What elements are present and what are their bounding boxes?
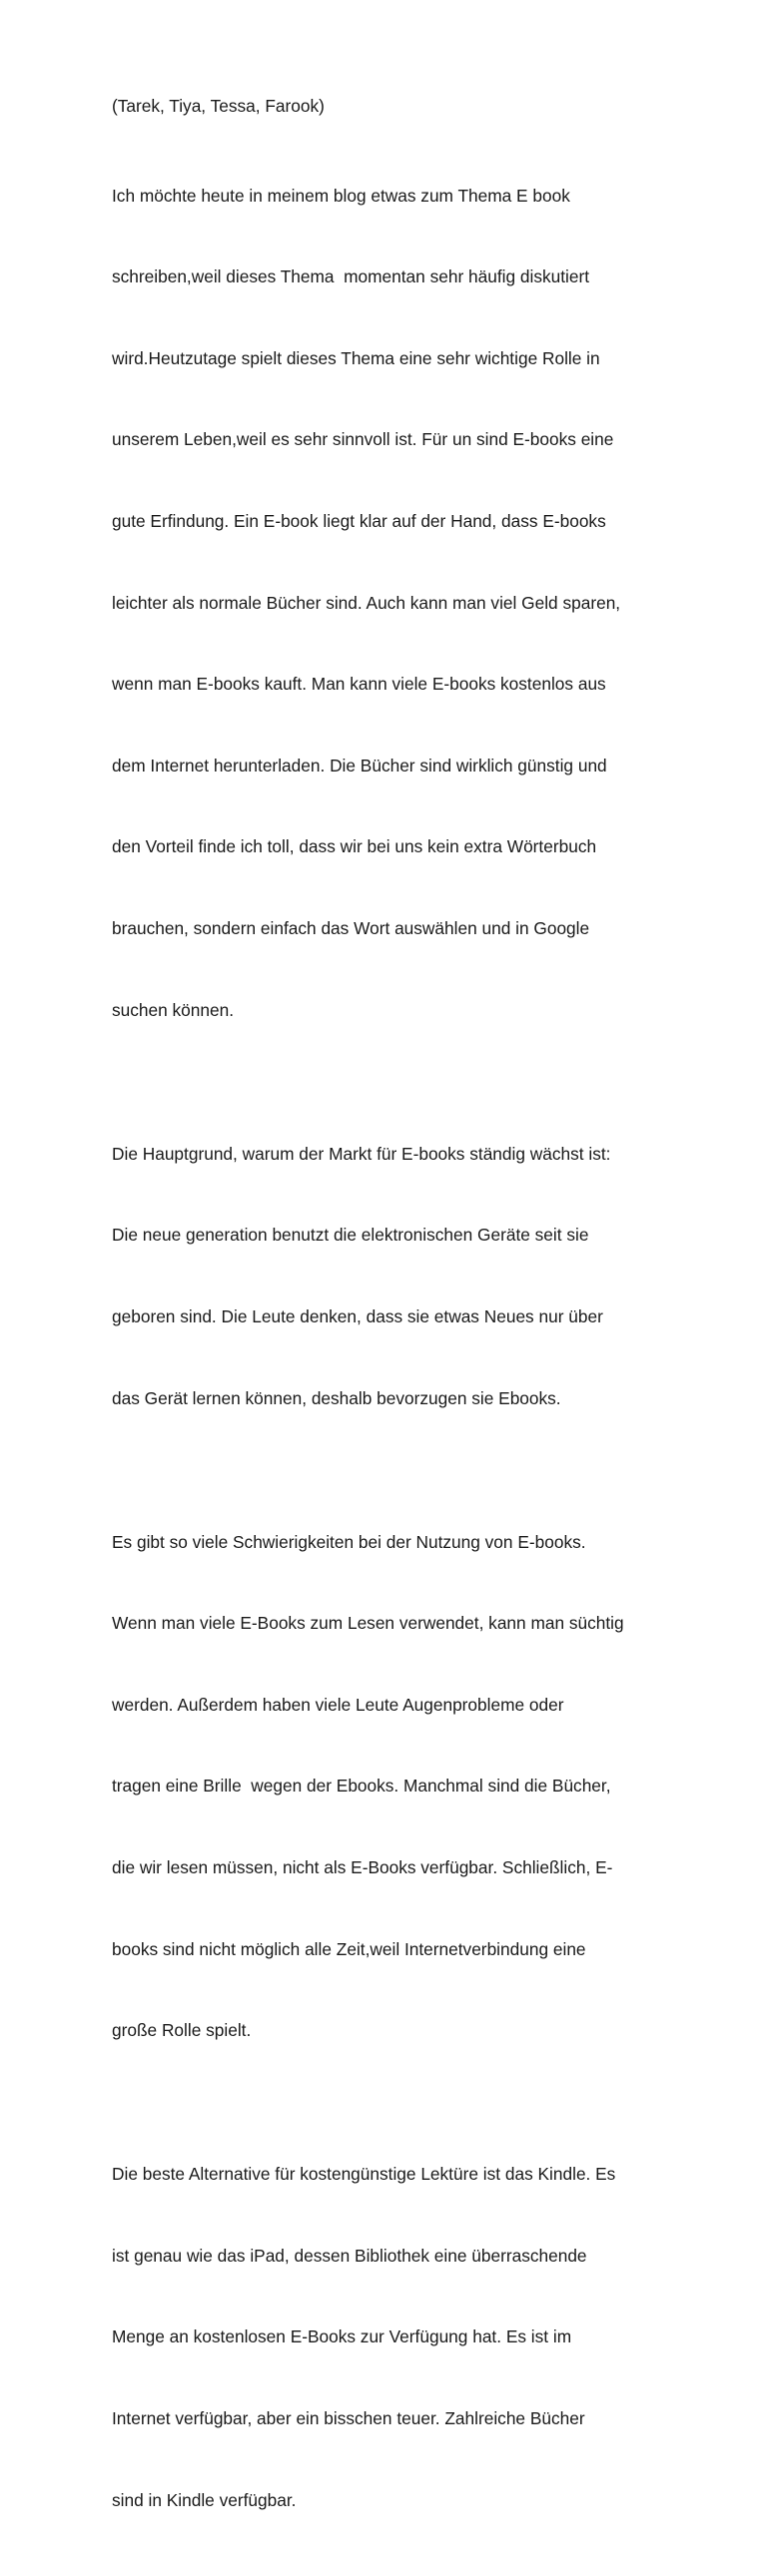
text-line: brauchen, sondern einfach das Wort auswählen und in Google xyxy=(112,918,590,939)
text-line: tragen eine Brille wegen der Ebooks. Manchmal sind die Bücher, xyxy=(112,1776,611,1797)
text-line: den Vorteil finde ich toll, dass wir bei uns kein extra Wörterbuch xyxy=(112,836,597,857)
text-line: werden. Außerdem haben viele Leute Augenprobleme oder xyxy=(112,1694,564,1715)
text-line: Es gibt so viele Schwierigkeiten bei der Nutzung von E-books. xyxy=(112,1531,586,1552)
text-line: Menge an kostenlosen E-Books zur Verfügung hat. Es ist im xyxy=(112,2326,572,2347)
text-line: unserem Leben,weil es sehr sinnvoll ist. Für un sind E-books eine xyxy=(112,429,614,450)
text-line: Ich möchte heute in meinem blog etwas zum Thema E book xyxy=(112,185,570,206)
document-body xyxy=(112,93,671,2576)
text-line: große Rolle spielt. xyxy=(112,2020,252,2041)
text-line: dem Internet herunterladen. Die Bücher sind wirklich günstig und xyxy=(112,755,607,775)
text-line: wenn man E-books kauft. Man kann viele E-books kostenlos aus xyxy=(112,674,606,695)
text-line: geboren sind. Die Leute denken, dass sie etwas Neues nur über xyxy=(112,1305,603,1326)
text-line: Die neue generation benutzt die elektronischen Geräte seit sie xyxy=(112,1225,589,1246)
text-line: gute Erfindung. Ein E-book liegt klar auf der Hand, dass E-books xyxy=(112,511,606,532)
text-line: Die Hauptgrund, warum der Markt für E-books ständig wächst ist: xyxy=(112,1143,611,1164)
text-line: ist genau wie das iPad, dessen Bibliothek eine überraschende xyxy=(112,2245,587,2266)
text-line: schreiben,weil dieses Thema momentan sehr häufig diskutiert xyxy=(112,266,590,287)
paragraph-ebook-intro xyxy=(112,128,671,1078)
paragraph-market-growth xyxy=(112,1086,671,1466)
text-line: wird.Heutzutage spielt dieses Thema eine sehr wichtige Rolle in xyxy=(112,347,600,368)
text-line: sind in Kindle verfügbar. xyxy=(112,2489,297,2510)
text-line: die wir lesen müssen, nicht als E-Books verfügbar. Schließlich, E- xyxy=(112,1857,613,1877)
text-line: das Gerät lernen können, deshalb bevorzugen sie Ebooks. xyxy=(112,1387,561,1408)
text-line: Internet verfügbar, aber ein bisschen teuer. Zahlreiche Bücher xyxy=(112,2408,585,2429)
text-line: suchen können. xyxy=(112,999,235,1020)
authors-line: (Tarek, Tiya, Tessa, Farook) xyxy=(112,96,325,116)
paragraph-difficulties xyxy=(112,1474,671,2099)
text-line: leichter als normale Bücher sind. Auch kann man viel Geld sparen, xyxy=(112,592,621,613)
text-line: Wenn man viele E-Books zum Lesen verwendet, kann man süchtig xyxy=(112,1613,624,1634)
paragraph-kindle-alternative xyxy=(112,2107,671,2568)
text-line: Die beste Alternative für kostengünstige Lektüre ist das Kindle. Es xyxy=(112,2164,616,2185)
text-line: books sind nicht möglich alle Zeit,weil Internetverbindung eine xyxy=(112,1938,586,1959)
